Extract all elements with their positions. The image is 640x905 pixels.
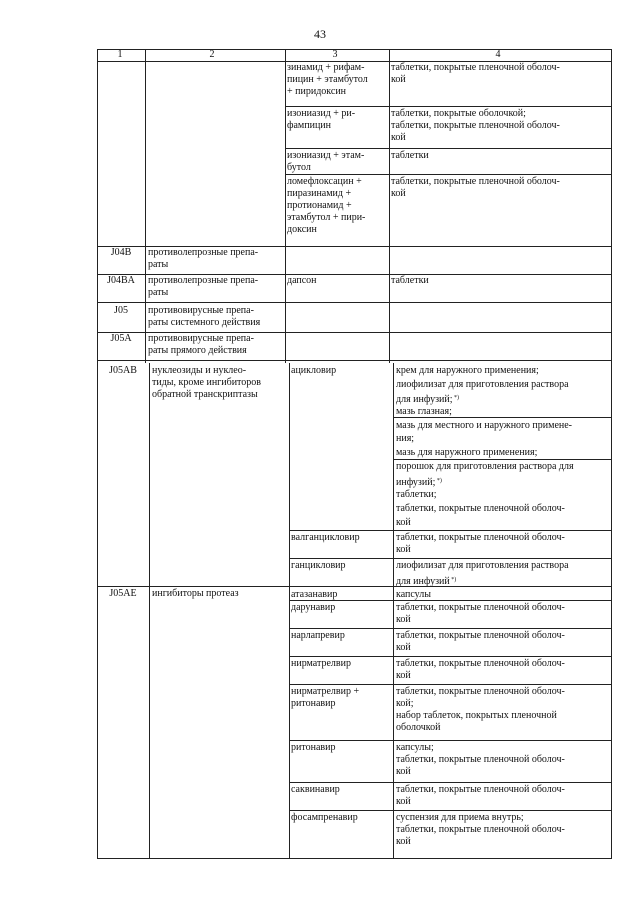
row-border bbox=[289, 782, 612, 783]
group-name: противолепрозные препа- раты bbox=[148, 247, 259, 270]
column-header-1: 1 bbox=[117, 49, 123, 60]
dosage-form-line: ния; bbox=[396, 433, 415, 444]
dosage-forms: таблетки, покрытые пленочной оболоч- кой bbox=[396, 658, 565, 681]
drug-name: ганцикловир bbox=[291, 560, 346, 571]
row-border bbox=[289, 628, 612, 629]
dosage-form-line: мазь для наружного применения; bbox=[396, 447, 538, 458]
dosage-forms: таблетки, покрытые пленочной оболоч- кой bbox=[391, 176, 560, 199]
row-border bbox=[289, 530, 612, 531]
row-border bbox=[289, 558, 612, 559]
footnote-mark: *) bbox=[452, 395, 460, 401]
column-border bbox=[145, 49, 146, 363]
dosage-form-line: таблетки, покрытые пленочной оболоч- bbox=[396, 503, 565, 514]
column-border bbox=[289, 363, 290, 859]
dosage-forms: таблетки, покрытые пленочной оболоч- кой bbox=[391, 62, 560, 85]
dosage-forms: таблетки, покрытые пленочной оболоч- кой bbox=[396, 784, 565, 807]
drug-name: ацикловир bbox=[291, 365, 337, 376]
dosage-forms: суспензия для приема внутрь; таблетки, покрытые пленочной оболоч- кой bbox=[396, 812, 565, 847]
dosage-forms: таблетки, покрытые пленочной оболоч- кой bbox=[396, 630, 565, 653]
group-name: противовирусные препа- раты прямого действия bbox=[148, 333, 254, 356]
row-border bbox=[393, 459, 612, 460]
dosage-form-line: инфузий; *) bbox=[396, 477, 442, 488]
dosage-form-line: мазь глазная; bbox=[396, 406, 452, 417]
row-border bbox=[393, 417, 612, 418]
dosage-form-line: лиофилизат для приготовления раствора bbox=[396, 379, 569, 390]
dosage-forms: таблетки, покрытые пленочной оболоч- кой bbox=[396, 602, 565, 625]
drug-name: нирматрелвир + ритонавир bbox=[291, 686, 360, 709]
drug-name: фосампренавир bbox=[291, 812, 358, 823]
column-header-4: 4 bbox=[495, 49, 501, 60]
drug-name: ломефлоксацин + пиразинамид + протионамид + этамбутол + пири- доксин bbox=[287, 176, 366, 235]
row-border bbox=[289, 684, 612, 685]
atc-code: J04B bbox=[110, 247, 132, 258]
footnote-mark: *) bbox=[435, 478, 442, 484]
atc-code: J05AB bbox=[109, 365, 137, 376]
row-border bbox=[285, 148, 612, 149]
row-border bbox=[289, 740, 612, 741]
dosage-form-line: мазь для местного и наружного примене- bbox=[396, 420, 572, 431]
footnote-mark: *) bbox=[449, 577, 457, 583]
dosage-forms: таблетки bbox=[391, 150, 429, 161]
dosage-form-line: для инфузий; *) bbox=[396, 394, 460, 405]
dosage-form-line: лиофилизат для приготовления раствора bbox=[396, 560, 569, 571]
dosage-form-line: кой bbox=[396, 517, 411, 528]
row-border bbox=[97, 302, 612, 303]
dosage-forms: таблетки, покрытые оболочкой; таблетки, покрытые пленочной оболоч- кой bbox=[391, 108, 560, 143]
group-name: противолепрозные препа- раты bbox=[148, 275, 259, 298]
column-header-3: 3 bbox=[332, 49, 338, 60]
row-border bbox=[289, 600, 612, 601]
drug-name: дапсон bbox=[287, 275, 317, 286]
column-border bbox=[285, 49, 286, 363]
column-border bbox=[149, 363, 150, 859]
dosage-forms: таблетки, покрытые пленочной оболоч- кой bbox=[396, 532, 565, 555]
drug-name: зинамид + рифам- пицин + этамбутол + пиридоксин bbox=[287, 62, 368, 97]
row-border bbox=[285, 174, 612, 175]
row-border bbox=[289, 656, 612, 657]
dosage-forms: капсулы bbox=[396, 589, 431, 600]
drug-name: дарунавир bbox=[291, 602, 336, 613]
atc-code: J05A bbox=[110, 333, 132, 344]
row-border bbox=[97, 586, 612, 587]
drug-name: нарлапревир bbox=[291, 630, 345, 641]
dosage-form-line: таблетки; bbox=[396, 489, 437, 500]
drug-name: изониазид + ри- фампицин bbox=[287, 108, 356, 131]
column-header-2: 2 bbox=[209, 49, 215, 60]
dosage-forms: капсулы; таблетки, покрытые пленочной оболоч- кой bbox=[396, 742, 565, 777]
dosage-form-line: крем для наружного применения; bbox=[396, 365, 539, 376]
dosage-form-line: для инфузий *) bbox=[396, 576, 457, 587]
drug-name: валганцикловир bbox=[291, 532, 360, 543]
dosage-form-line: порошок для приготовления раствора для bbox=[396, 461, 574, 472]
atc-code: J04BA bbox=[107, 275, 135, 286]
atc-code: J05AE bbox=[109, 588, 137, 599]
drug-name: изониазид + этам- бутол bbox=[287, 150, 365, 173]
page-number: 43 bbox=[314, 27, 326, 41]
drug-name: саквинавир bbox=[291, 784, 340, 795]
atc-code: J05 bbox=[114, 305, 128, 316]
row-border bbox=[289, 810, 612, 811]
drug-name: нирматрелвир bbox=[291, 658, 351, 669]
group-name: противовирусные препа- раты системного действия bbox=[148, 305, 261, 328]
row-border bbox=[285, 106, 612, 107]
group-name: нуклеозиды и нуклео- тиды, кроме ингибиторов обратной транскриптазы bbox=[152, 365, 262, 400]
group-name: ингибиторы протеаз bbox=[152, 588, 239, 599]
drug-name: атазанавир bbox=[291, 589, 338, 600]
dosage-forms: таблетки bbox=[391, 275, 429, 286]
row-border bbox=[97, 360, 612, 361]
drug-name: ритонавир bbox=[291, 742, 336, 753]
dosage-forms: таблетки, покрытые пленочной оболоч- кой; набор таблеток, покрытых пленочной оболочкой bbox=[396, 686, 565, 733]
